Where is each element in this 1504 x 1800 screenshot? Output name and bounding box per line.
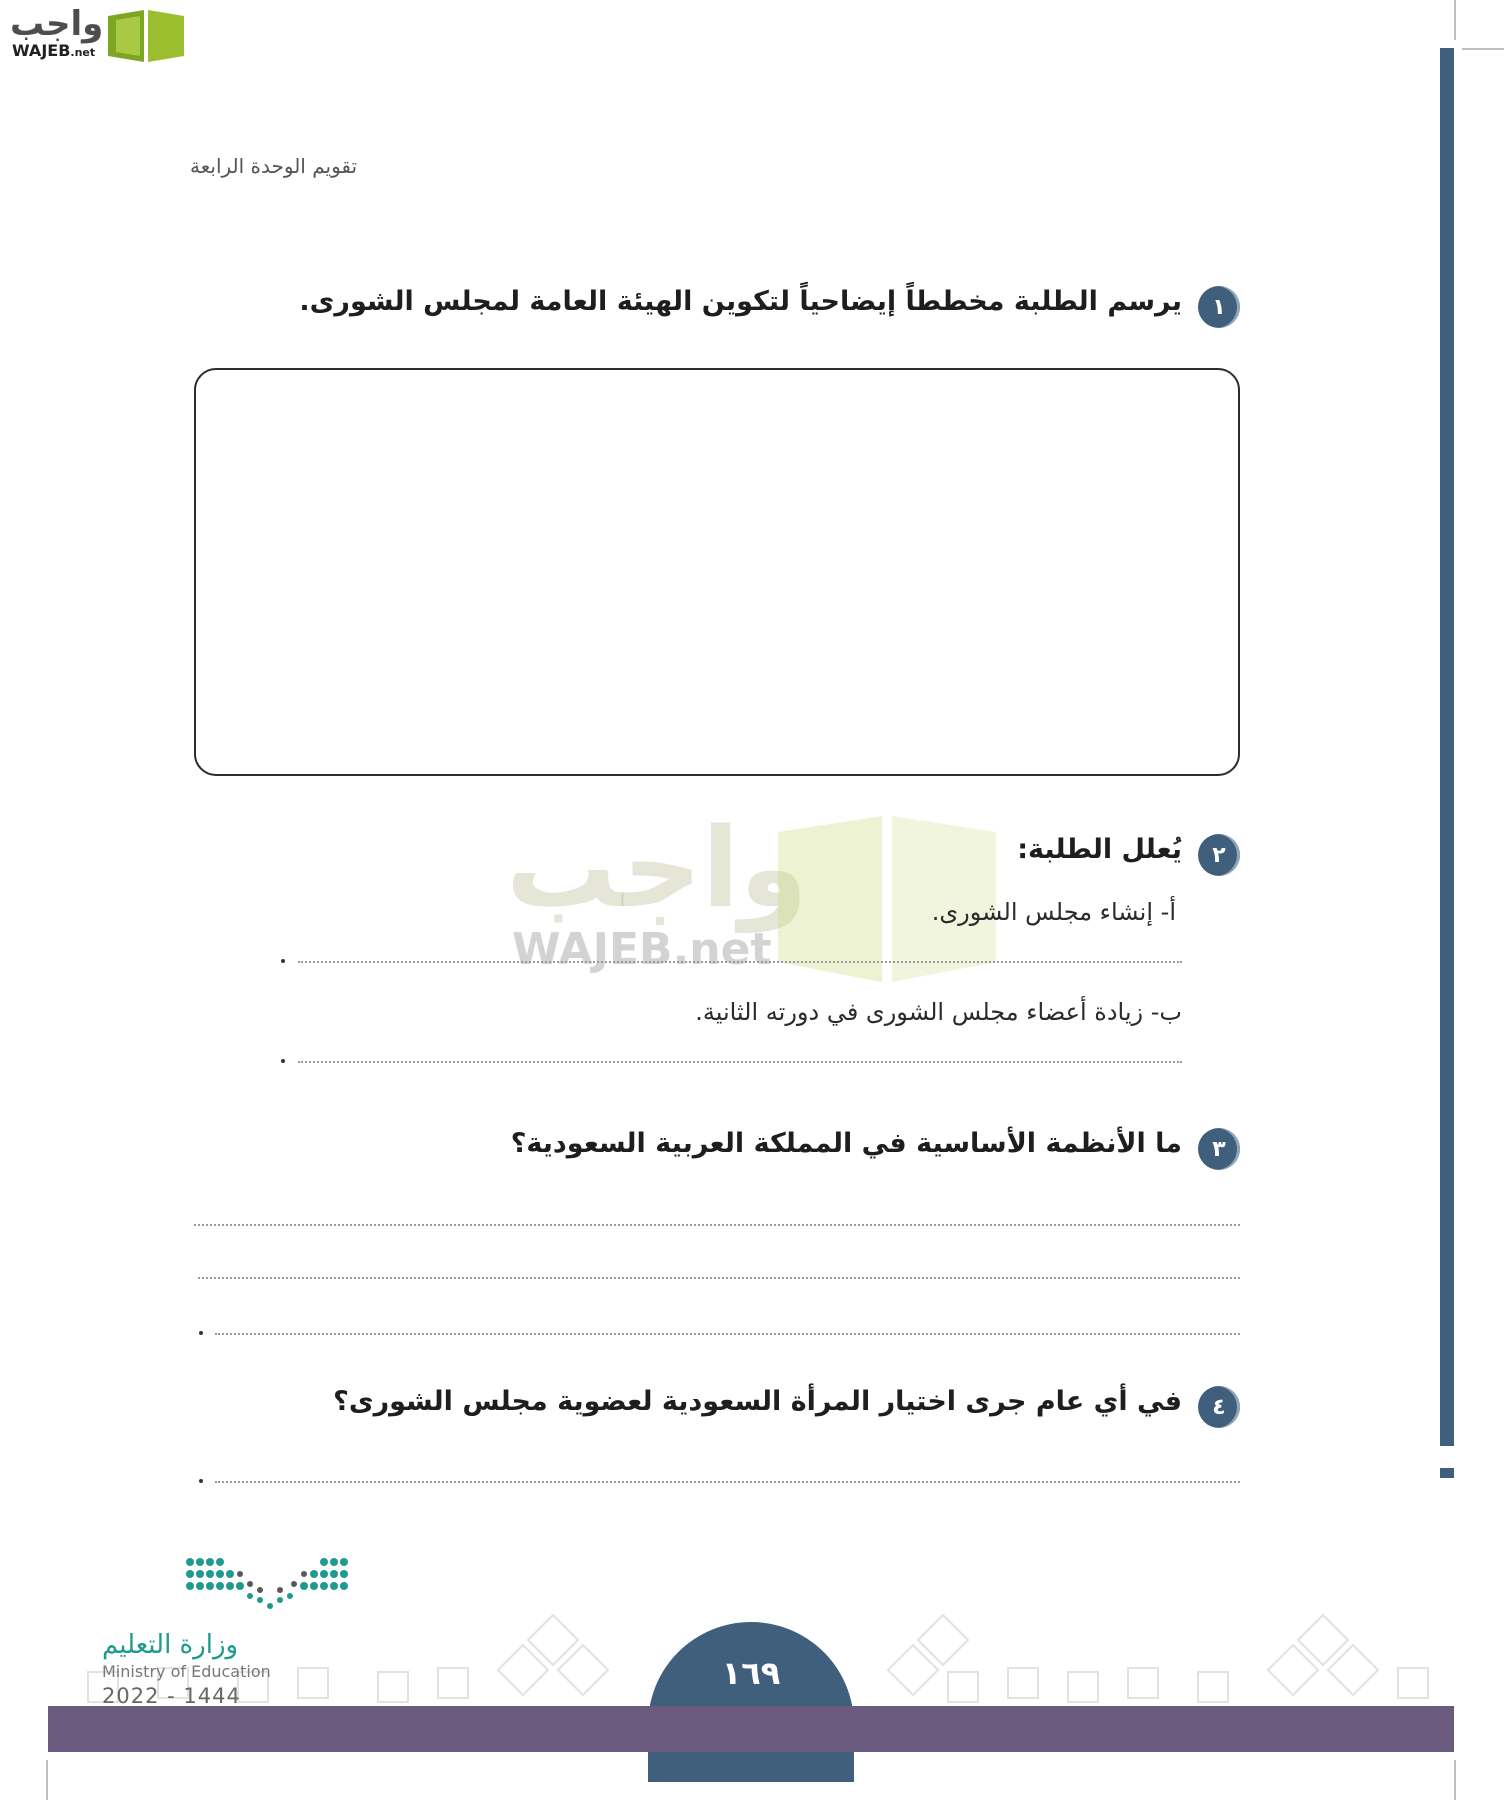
footer-band (48, 1706, 1454, 1752)
ministry-name-english: Ministry of Education (102, 1662, 271, 1681)
book-logo-icon (104, 6, 188, 64)
question-3-text: ما الأنظمة الأساسية في المملكة العربية السعودية؟ (510, 1128, 1182, 1159)
diagram-answer-box[interactable] (194, 368, 1240, 776)
crop-line-bottom-right (1454, 1760, 1456, 1800)
answer-line-4[interactable] (215, 1481, 1240, 1483)
ministry-year: 2022 - 1444 (102, 1684, 241, 1708)
ministry-dots-logo-icon (184, 1556, 350, 1612)
watermark-arabic: واجب (506, 804, 808, 932)
crop-line-right-top (1462, 48, 1504, 50)
right-border-stripe (1440, 48, 1454, 1446)
question-2-badge: ٢ (1198, 834, 1240, 876)
answer-line-3-3[interactable] (215, 1333, 1240, 1335)
ministry-name-arabic: وزارة التعليم (102, 1630, 239, 1660)
answer-line-end-dot (199, 1479, 203, 1483)
question-1-badge: ١ (1198, 286, 1240, 328)
logo-english: WAJEB.net (12, 41, 96, 60)
answer-line-3-1[interactable] (194, 1224, 1240, 1226)
question-1-text: يرسم الطلبة مخططاً إيضاحياً لتكوين الهيئة العامة لمجلس الشورى. (299, 286, 1182, 317)
question-4-badge: ٤ (1198, 1386, 1240, 1428)
answer-line-3-2[interactable] (198, 1277, 1240, 1279)
question-4-text: في أي عام جرى اختيار المرأة السعودية لعضوية مجلس الشورى؟ (333, 1386, 1182, 1417)
unit-title: تقويم الوحدة الرابعة (190, 154, 358, 178)
answer-line-end-dot (281, 959, 285, 963)
answer-line-2b[interactable] (298, 1061, 1182, 1063)
answer-line-2a[interactable] (298, 961, 1182, 963)
question-2-text: يُعلل الطلبة: (1017, 834, 1182, 865)
crop-line-top-right (1454, 0, 1456, 40)
question-2-item-a: أ- إنشاء مجلس الشورى. (931, 898, 1176, 926)
page-number: ١٦٩ (721, 1654, 781, 1692)
question-3-badge: ٣ (1198, 1128, 1240, 1170)
logo-arabic: واجب (10, 4, 104, 44)
answer-line-end-dot (199, 1331, 203, 1335)
watermark-english: WAJEB.net (512, 924, 772, 975)
crop-line-bottom-left (46, 1760, 48, 1800)
right-border-marker (1440, 1468, 1454, 1478)
answer-line-end-dot (281, 1059, 285, 1063)
question-2-item-b: ب- زيادة أعضاء مجلس الشورى في دورته الثانية. (695, 998, 1182, 1026)
